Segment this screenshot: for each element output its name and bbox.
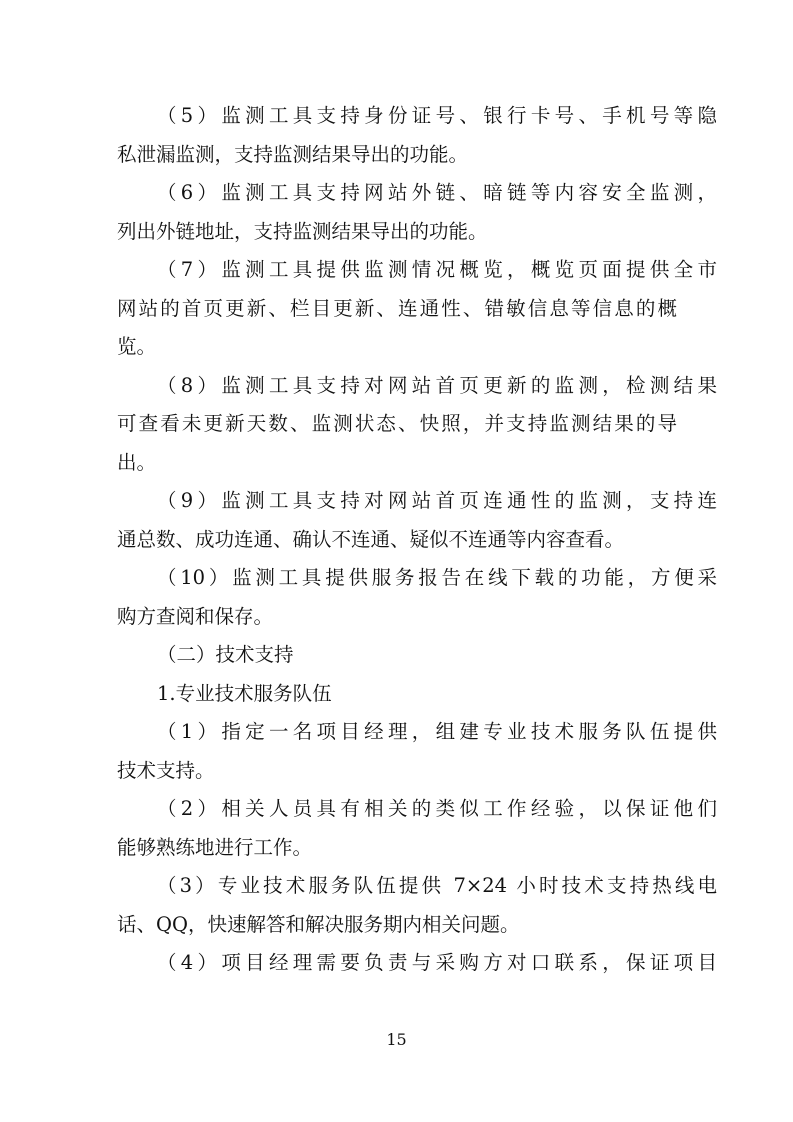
text-line: （10）监测工具提供服务报告在线下载的功能，方便采 (157, 566, 717, 589)
paragraph-team-2 (117, 790, 717, 867)
paragraph-10 (117, 559, 717, 636)
text-line: （1）指定一名项目经理，组建专业技术服务队伍提供 (157, 720, 717, 743)
text-line: （7）监测工具提供监测情况概览，概览页面提供全市 (157, 258, 717, 281)
text-line: 出。 (117, 450, 157, 474)
text-line: （3）专业技术服务队伍提供 7×24 小时技术支持热线电 (157, 874, 717, 897)
text-line: 能够熟练地进行工作。 (117, 835, 313, 859)
text-line: 可查看未更新天数、监测状态、快照，并支持监测结果的导 (117, 412, 677, 435)
text-line: （4）项目经理需要负责与采购方对口联系，保证项目 (157, 951, 717, 974)
text-line: （5）监测工具支持身份证号、银行卡号、手机号等隐 (157, 104, 717, 127)
document-body (117, 97, 717, 983)
text-line: 列出外链地址，支持监测结果导出的功能。 (117, 219, 488, 243)
text-line: （6）监测工具支持网站外链、暗链等内容安全监测， (157, 181, 717, 204)
subheading-team (117, 675, 677, 714)
text-line: （9）监测工具支持对网站首页连通性的监测，支持连 (157, 489, 717, 512)
text-line: 览。 (117, 335, 157, 358)
text-line: （8）监测工具支持对网站首页更新的监测，检测结果 (157, 373, 717, 397)
text-line: （2）相关人员具有相关的类似工作经验，以保证他们 (157, 797, 717, 820)
text-line: 技术支持。 (117, 758, 215, 782)
text-line: 话、QQ，快速解答和解决服务期内相关问题。 (117, 912, 520, 936)
paragraph-9 (117, 482, 717, 559)
paragraph-6 (117, 174, 717, 251)
paragraph-7 (117, 251, 717, 367)
heading-line: 1.专业技术服务队伍 (157, 681, 332, 705)
paragraph-team-3 (117, 867, 717, 944)
text-line: 私泄漏监测，支持监测结果导出的功能。 (117, 142, 469, 166)
paragraph-team-4 (117, 944, 717, 983)
paragraph-8 (117, 367, 717, 483)
heading-line: （二）技术支持 (157, 643, 294, 666)
text-line: 购方查阅和保存。 (117, 604, 274, 628)
text-line: 网站的首页更新、栏目更新、连通性、错敏信息等信息的概 (117, 296, 677, 320)
paragraph-team-1 (117, 713, 717, 790)
text-line: 通总数、成功连通、确认不连通、疑似不连通等内容查看。 (117, 527, 625, 551)
section-heading-tech-support (117, 636, 677, 675)
paragraph-5 (117, 97, 717, 174)
page-number: 15 (386, 1030, 407, 1049)
